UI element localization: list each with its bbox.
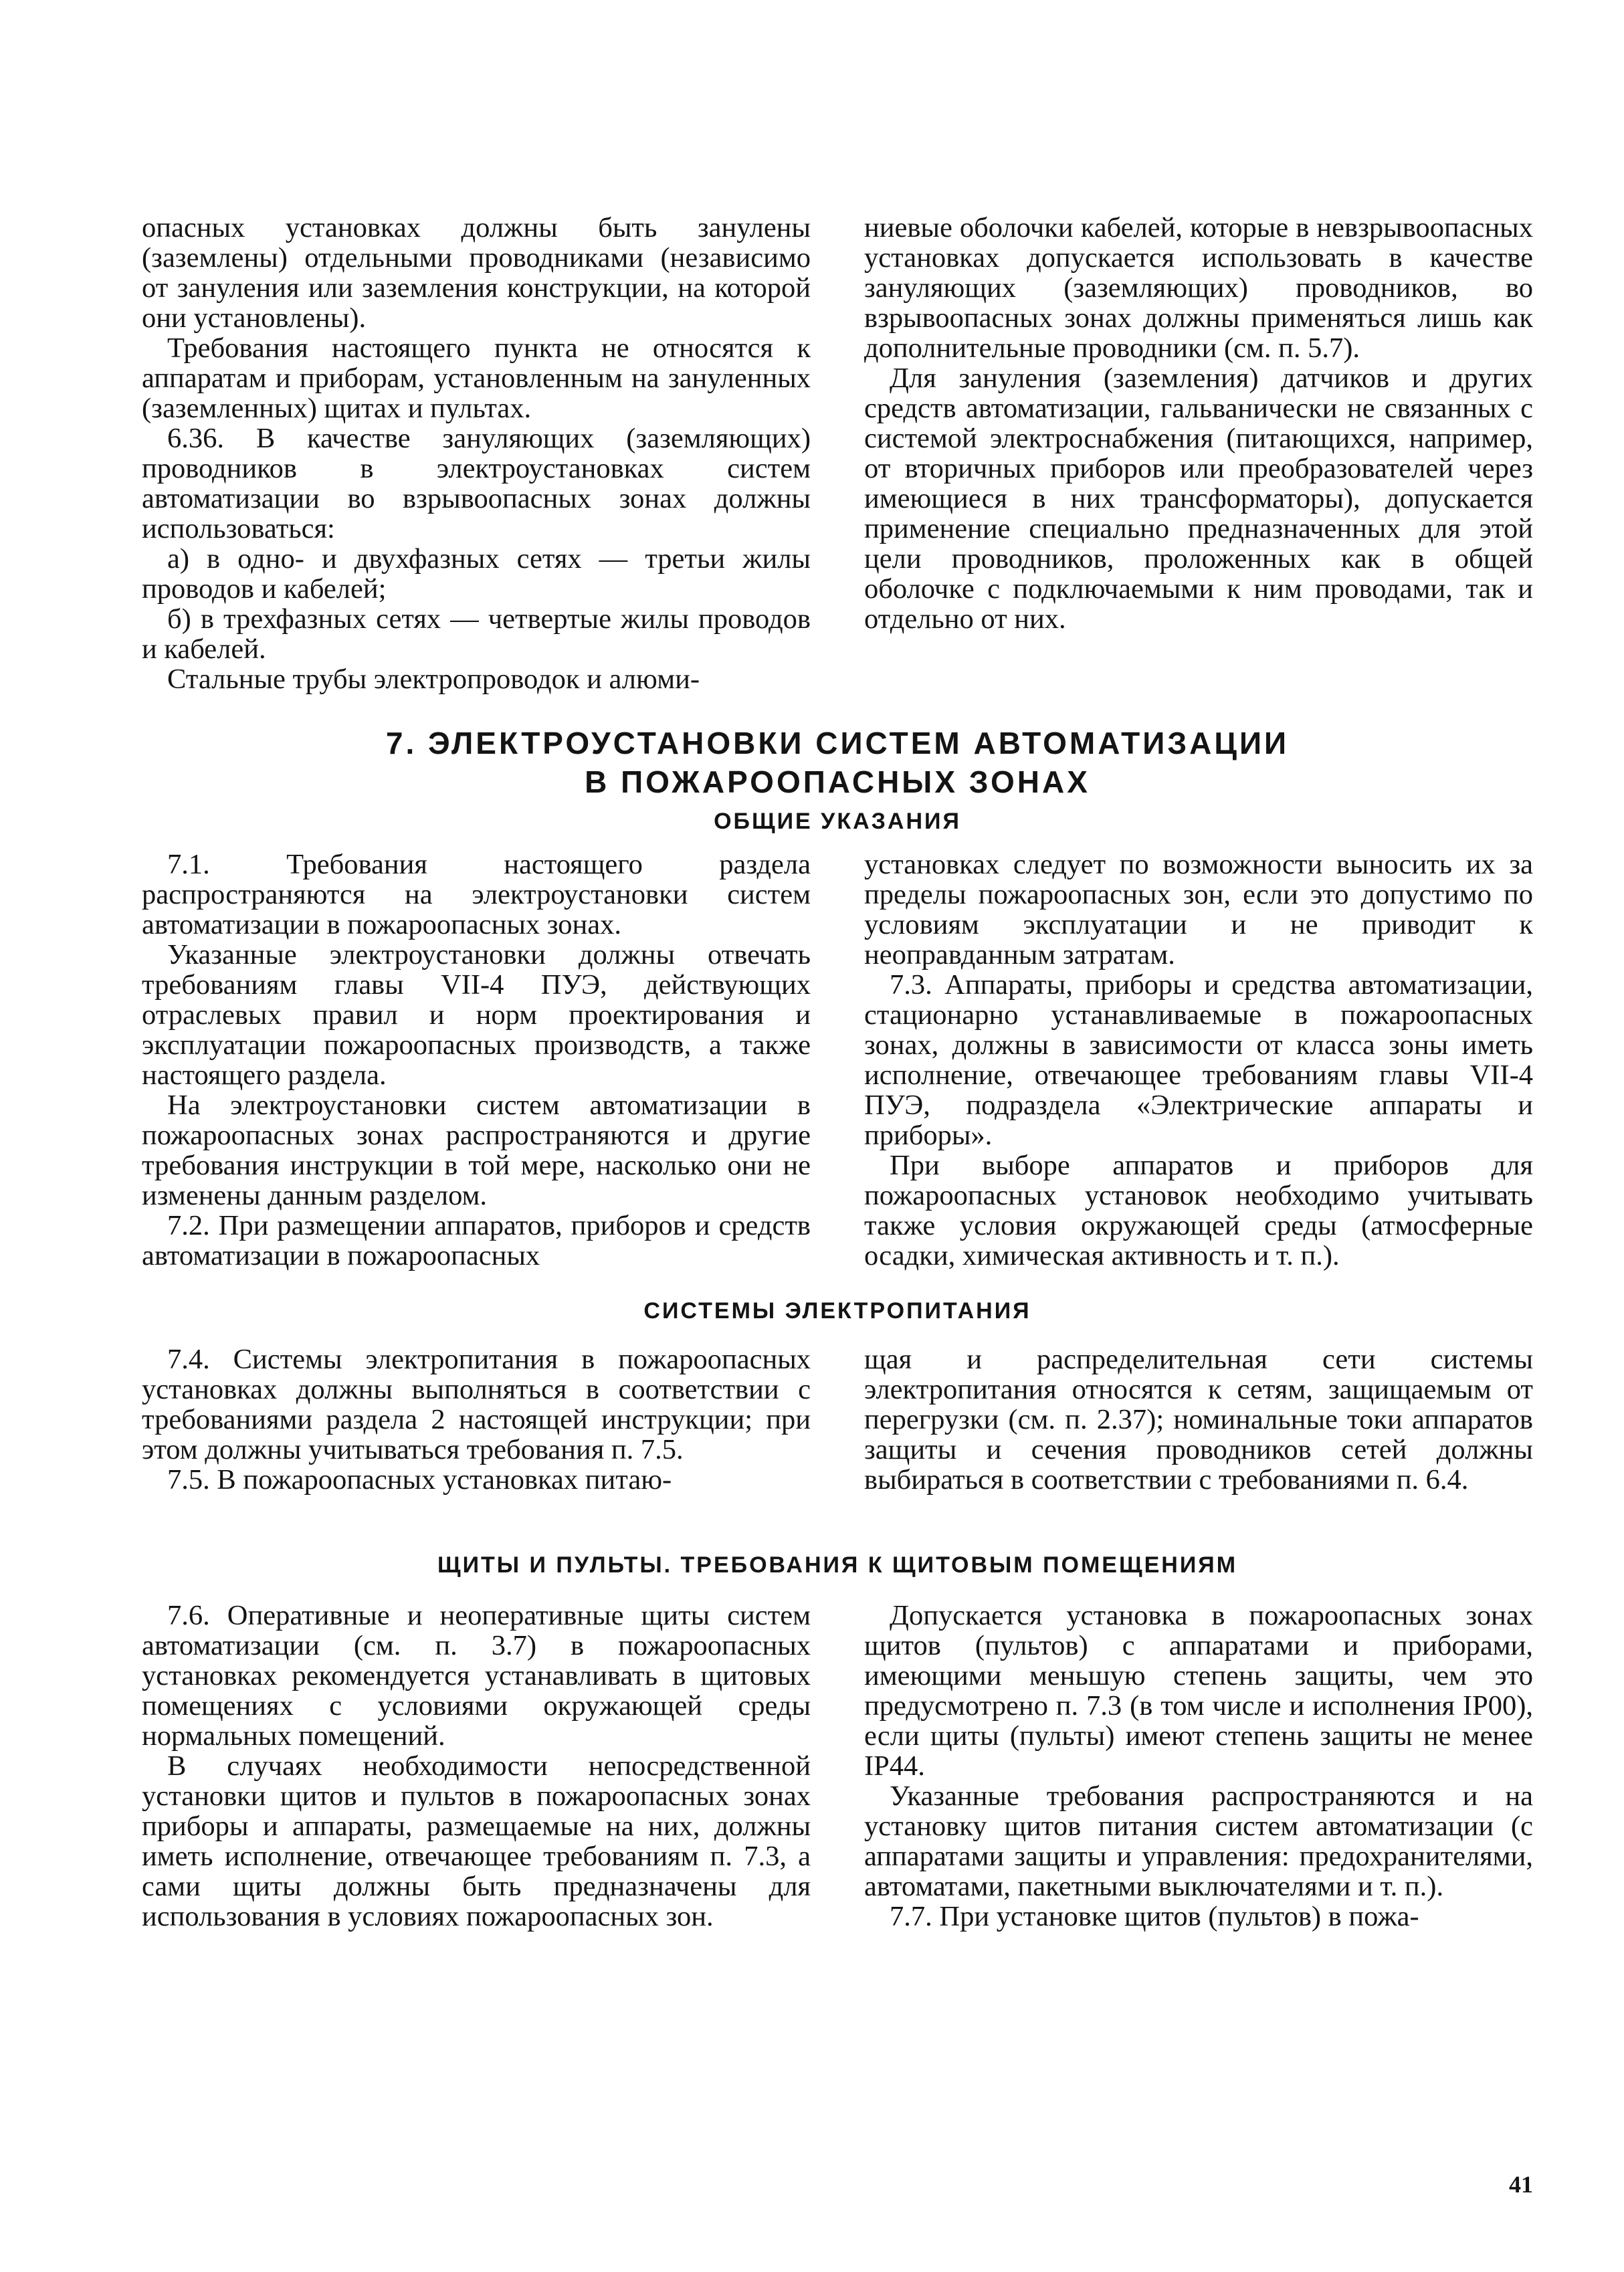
paragraph: 7.6. Оперативные и неоперативные щиты систем автоматизации (см. п. 3.7) в пожароопасных установках рекомендуется устанавливать в щитовых помещениях с условиями окружающей среды нормальных помещений. (142, 1600, 811, 1752)
column-left (142, 849, 811, 1271)
paragraph: Стальные трубы электропроводок и алюми- (167, 663, 700, 695)
column-left (142, 213, 811, 694)
paragraph: 7.2. При размещении аппаратов, приборов и средств автоматизации в пожароопасных (142, 1210, 811, 1271)
paragraph: а) в одно- и двухфазных сетях — третьи жилы проводов и кабелей; (142, 543, 811, 605)
paragraph: 7.5. В пожароопасных установках питаю- (167, 1464, 672, 1495)
paragraph: Допускается установка в пожароопасных зонах щитов (пультов) с аппаратами и приборами, имеющими меньшую степень защиты, чем это предусмотрено п. 7.3 (в том числе и исполнения IP00), если щиты (пульты) имеют степень защиты не менее IP44. (864, 1600, 1533, 1782)
column-right (864, 1600, 1533, 1932)
paragraph: 7.4. Системы электропитания в пожароопасных установках должны выполняться в соответствии с требованиями раздела 2 настоящей инструкции; при этом должны учитываться требования п. 7.5. (142, 1344, 811, 1465)
paragraph: 7.3. Аппараты, приборы и средства автоматизации, стационарно устанавливаемые в пожароопасных зонах, должны в зависимости от класса зоны иметь исполнение, отвечающее требованиям главы VII-4 ПУЭ, подраздела «Электрические аппараты и приборы». (864, 969, 1533, 1151)
paragraph: 6.36. В качестве зануляющих (заземляющих) проводников в электроустановках систем автоматизации во взрывоопасных зонах должны использоваться: (142, 423, 811, 544)
subsection-title: ЩИТЫ И ПУЛЬТЫ. ТРЕБОВАНИЯ К ЩИТОВЫМ ПОМЕЩЕНИЯМ (437, 1552, 1238, 1578)
column-right (864, 849, 1533, 1271)
section-title-line: 7. ЭЛЕКТРОУСТАНОВКИ СИСТЕМ АВТОМАТИЗАЦИИ (385, 726, 1290, 760)
text-block-3 (142, 1344, 1533, 1495)
page-number: 41 (1509, 2171, 1533, 2198)
paragraph: 7.7. При установке щитов (пультов) в пожа- (890, 1901, 1419, 1932)
paragraph: Указанные требования распространяются и на установку щитов питания систем автоматизации (с аппаратами защиты и управления: предохранителями, автоматами, пакетными выключателями и т. п.). (864, 1780, 1533, 1902)
column-right (864, 213, 1533, 694)
subsection-title: СИСТЕМЫ ЭЛЕКТРОПИТАНИЯ (643, 1298, 1031, 1324)
paragraph: ниевые оболочки кабелей, которые в невзрывоопасных установках допускается использовать в качестве зануляющих (заземляющих) проводников, во взрывоопасных зонах должны применяться лишь как дополнительные проводники (см. п. 5.7). (864, 212, 1533, 364)
section-title-line: В ПОЖАРООПАСНЫХ ЗОНАХ (585, 764, 1090, 799)
paragraph: б) в трехфазных сетях — четвертые жилы проводов и кабелей. (142, 603, 811, 665)
text-block-1 (142, 213, 1533, 694)
text-block-2 (142, 849, 1533, 1271)
column-left (142, 1344, 811, 1495)
paragraph: Для зануления (заземления) датчиков и других средств автоматизации, гальванически не связанных с системой электроснабжения (питающихся, например, от вторичных приборов или преобразователей через имеющиеся в них трансформаторы), допускается применение специально предназначенных для этой цели проводников, проложенных как в общей оболочке с подключаемыми к ним проводами, так и отдельно от них. (864, 363, 1533, 635)
subsection-title: ОБЩИЕ УКАЗАНИЯ (714, 809, 961, 834)
section-title (142, 724, 1533, 801)
paragraph: установках следует по возможности выносить их за пределы пожароопасных зон, если это допустимо по условиям эксплуатации и не приводит к неоправданным затратам. (864, 849, 1533, 970)
paragraph: На электроустановки систем автоматизации в пожароопасных зонах распространяются и другие требования инструкции в той мере, насколько они не изменены данным разделом. (142, 1090, 811, 1211)
paragraph: Указанные электроустановки должны отвечать требованиям главы VII-4 ПУЭ, действующих отраслевых правил и норм проектирования и эксплуатации пожароопасных производств, а также настоящего раздела. (142, 939, 811, 1091)
paragraph: опасных установках должны быть занулены (заземлены) отдельными проводниками (независимо от зануления или заземления конструкции, на которой они установлены). (142, 212, 811, 334)
column-right (864, 1344, 1533, 1495)
text-block-4 (142, 1600, 1533, 1932)
paragraph: Требования настоящего пункта не относятся к аппаратам и приборам, установленным на зануленных (заземленных) щитах и пультах. (142, 332, 811, 424)
paragraph: 7.1. Требования настоящего раздела распространяются на электроустановки систем автоматизации в пожароопасных зонах. (142, 849, 811, 940)
paragraph: В случаях необходимости непосредственной установки щитов и пультов в пожароопасных зонах приборы и аппараты, размещаемые на них, должны иметь исполнение, отвечающее требованиям п. 7.3, а сами щиты должны быть предназначены для использования в условиях пожароопасных зон. (142, 1750, 811, 1932)
paragraph: При выборе аппаратов и приборов для пожароопасных установок необходимо учитывать также условия окружающей среды (атмосферные осадки, химическая активность и т. п.). (864, 1150, 1533, 1271)
paragraph: щая и распределительная сети системы электропитания относятся к сетям, защищаемым от перегрузки (см. п. 2.37); номинальные токи аппаратов защиты и сечения проводников сетей должны выбираться в соответствии с требованиями п. 6.4. (864, 1344, 1533, 1495)
column-left (142, 1600, 811, 1932)
